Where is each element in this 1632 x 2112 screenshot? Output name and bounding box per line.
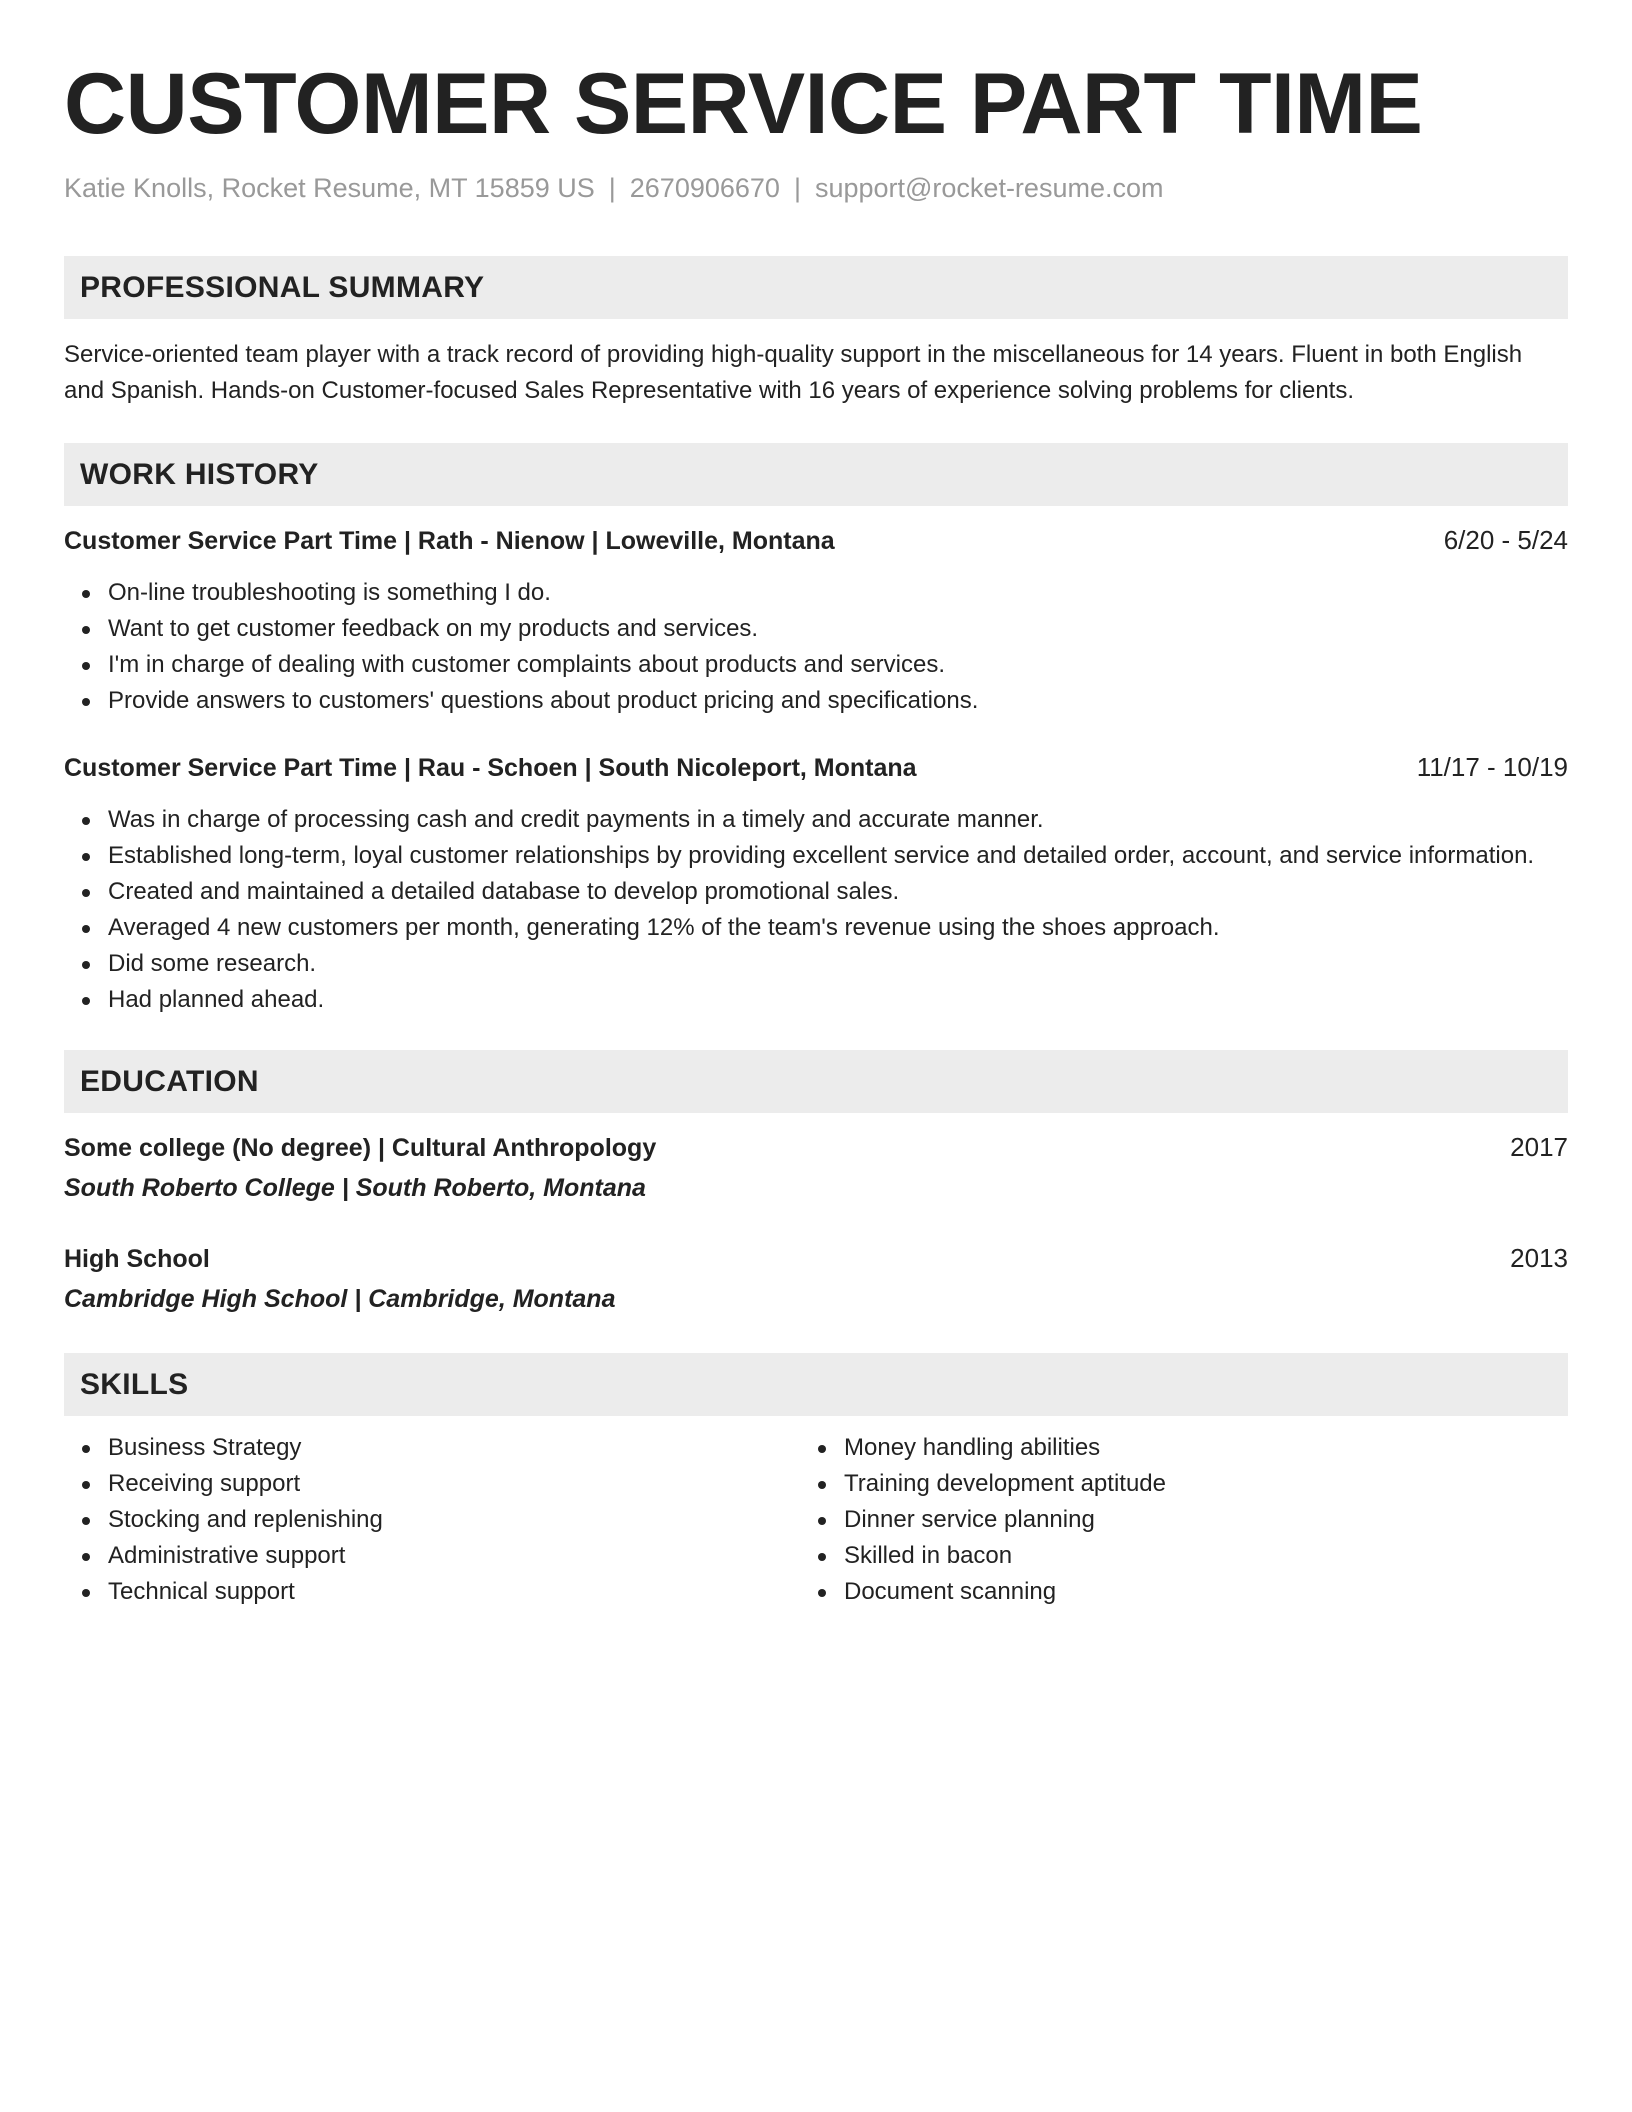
skills-column-left	[64, 1430, 800, 1610]
skill-item: Money handling abilities	[800, 1430, 1536, 1466]
contact-email: support@rocket-resume.com	[814, 173, 1164, 203]
contact-separator: |	[608, 173, 616, 203]
contact-address: Katie Knolls, Rocket Resume, MT 15859 US	[64, 173, 595, 203]
skill-item: Skilled in bacon	[800, 1538, 1536, 1574]
skill-item: Stocking and replenishing	[64, 1502, 800, 1538]
skill-item: Training development aptitude	[800, 1466, 1536, 1502]
job-bullet: Provide answers to customers' questions about product pricing and specifications.	[64, 683, 1568, 719]
section-header-education: EDUCATION	[64, 1050, 1568, 1113]
job-bullet: Averaged 4 new customers per month, generating 12% of the team's revenue using the shoes approach.	[64, 910, 1568, 946]
section-header-skills: SKILLS	[64, 1353, 1568, 1416]
skill-item: Document scanning	[800, 1574, 1536, 1610]
job-bullet: Created and maintained a detailed database to develop promotional sales.	[64, 874, 1568, 910]
skill-item: Technical support	[64, 1574, 800, 1610]
job-bullet: I'm in charge of dealing with customer complaints about products and services.	[64, 647, 1568, 683]
education-school: Cambridge High School | Cambridge, Montana	[64, 1285, 616, 1313]
education-year: 2017	[1510, 1132, 1568, 1162]
job-bullet-list	[64, 802, 1568, 1018]
resume-name: CUSTOMER SERVICE PART TIME	[64, 56, 1423, 152]
education-title: High School	[64, 1245, 210, 1273]
job-title: Customer Service Part Time | Rau - Schoen | South Nicoleport, Montana	[64, 754, 917, 782]
skill-item: Administrative support	[64, 1538, 800, 1574]
job-entry	[64, 522, 1568, 719]
skill-item: Business Strategy	[64, 1430, 800, 1466]
summary-text: Service-oriented team player with a track record of providing high-quality support in the miscellaneous for 14 years. Fluent in both English and Spanish. Hands-on Customer-focused Sales Representative with 16 years of experience solving problems for clients.	[64, 341, 1523, 404]
education-entry	[64, 1129, 1568, 1206]
skills-list	[64, 1430, 1568, 1610]
education-year: 2013	[1510, 1243, 1568, 1273]
education-school: South Roberto College | South Roberto, Montana	[64, 1174, 646, 1202]
job-entry	[64, 749, 1568, 1018]
contact-line	[64, 170, 1568, 206]
skills-column-right	[800, 1430, 1536, 1610]
skill-item: Dinner service planning	[800, 1502, 1536, 1538]
job-dates: 6/20 - 5/24	[1443, 525, 1568, 555]
contact-separator: |	[793, 173, 801, 203]
job-bullet: Had planned ahead.	[64, 982, 1568, 1018]
job-bullet: On-line troubleshooting is something I do.	[64, 575, 1568, 611]
education-title: Some college (No degree) | Cultural Anthropology	[64, 1134, 657, 1162]
contact-phone: 2670906670	[629, 173, 780, 203]
skill-item: Receiving support	[64, 1466, 800, 1502]
job-dates: 11/17 - 10/19	[1416, 752, 1568, 782]
job-title: Customer Service Part Time | Rath - Nienow | Loweville, Montana	[64, 527, 835, 555]
job-bullet: Established long-term, loyal customer relationships by providing excellent service and detailed order, account, and service information.	[64, 838, 1568, 874]
job-bullet: Want to get customer feedback on my products and services.	[64, 611, 1568, 647]
section-header-summary: PROFESSIONAL SUMMARY	[64, 256, 1568, 319]
job-bullet: Did some research.	[64, 946, 1568, 982]
education-entry	[64, 1240, 1568, 1317]
job-bullet: Was in charge of processing cash and credit payments in a timely and accurate manner.	[64, 802, 1568, 838]
section-header-work-history: WORK HISTORY	[64, 443, 1568, 506]
job-bullet-list	[64, 575, 1568, 719]
